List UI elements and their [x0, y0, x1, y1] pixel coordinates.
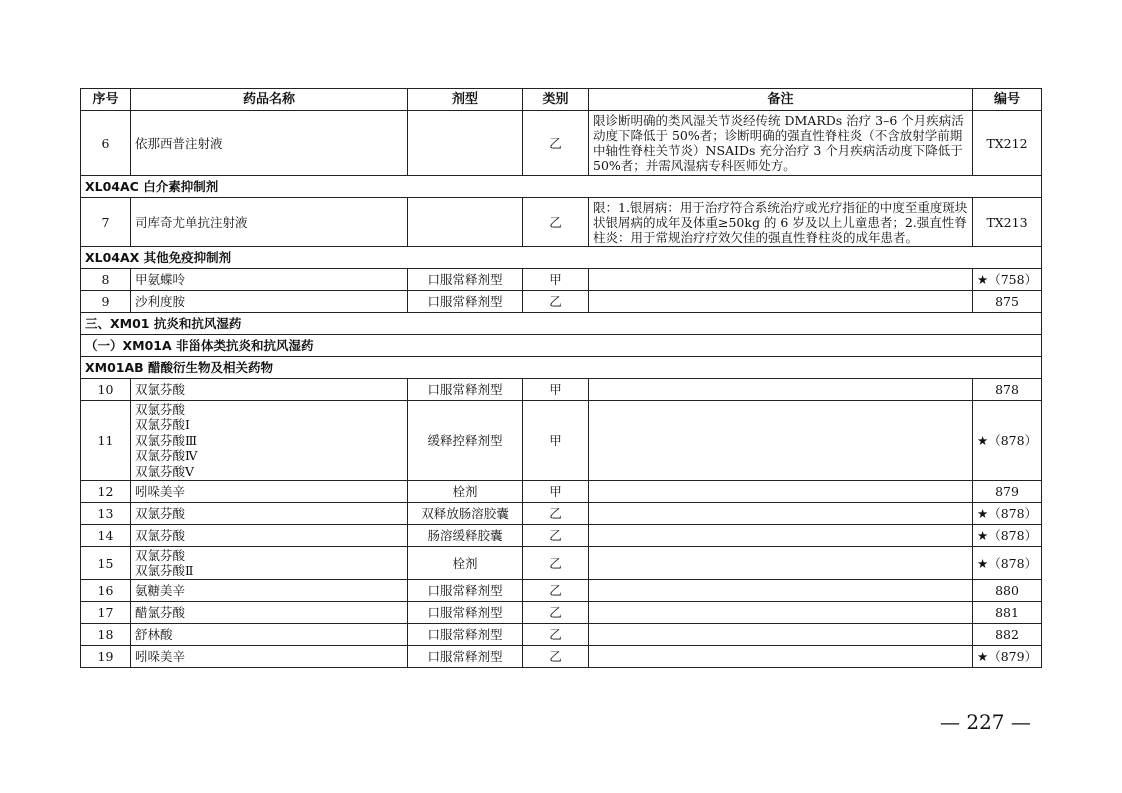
row-notes: [589, 291, 973, 313]
row-category: 乙: [523, 602, 589, 624]
header-category: 类别: [523, 89, 589, 111]
row-code: ★（758）: [973, 269, 1042, 291]
header-no: 序号: [81, 89, 131, 111]
table-row: [81, 624, 1042, 646]
row-code: TX212: [973, 111, 1042, 176]
drug-table: [80, 88, 1042, 668]
row-category: 甲: [523, 401, 589, 481]
row-no: 7: [81, 198, 131, 247]
section-row: [81, 247, 1042, 269]
row-category: 甲: [523, 379, 589, 401]
row-no: 16: [81, 580, 131, 602]
row-notes: [589, 624, 973, 646]
row-category: 乙: [523, 580, 589, 602]
row-name: 舒林酸: [131, 624, 408, 646]
row-name: 氨糖美辛: [131, 580, 408, 602]
row-notes: [589, 525, 973, 547]
row-no: 10: [81, 379, 131, 401]
table-row: [81, 111, 1042, 176]
row-code: ★（878）: [973, 525, 1042, 547]
row-form: 口服常释剂型: [408, 624, 523, 646]
header-form: 剂型: [408, 89, 523, 111]
section-title: 三、XM01 抗炎和抗风湿药: [81, 313, 1042, 335]
row-form: [408, 198, 523, 247]
row-no: 12: [81, 481, 131, 503]
row-no: 13: [81, 503, 131, 525]
table-row: [81, 525, 1042, 547]
row-form: 口服常释剂型: [408, 379, 523, 401]
row-category: 甲: [523, 269, 589, 291]
row-name: 双氯芬酸: [131, 525, 408, 547]
row-name: 双氯芬酸Ⅳ: [135, 448, 198, 464]
row-category: 乙: [523, 525, 589, 547]
row-name: 司库奇尤单抗注射液: [131, 198, 408, 247]
row-no: 14: [81, 525, 131, 547]
row-code: 880: [973, 580, 1042, 602]
section-row: [81, 357, 1042, 379]
row-name-list: [131, 401, 408, 481]
table-row: [81, 503, 1042, 525]
row-code: ★（878）: [973, 547, 1042, 580]
row-notes: [589, 401, 973, 481]
row-no: 19: [81, 646, 131, 668]
table-row: [81, 646, 1042, 668]
row-notes: [589, 269, 973, 291]
section-row: [81, 313, 1042, 335]
row-name: 依那西普注射液: [131, 111, 408, 176]
row-name: 吲哚美辛: [131, 481, 408, 503]
row-code: 882: [973, 624, 1042, 646]
section-title: XM01AB 醋酸衍生物及相关药物: [81, 357, 1042, 379]
row-name: 双氯芬酸Ⅴ: [135, 463, 195, 479]
row-no: 11: [81, 401, 131, 481]
row-category: 乙: [523, 547, 589, 580]
row-code: TX213: [973, 198, 1042, 247]
table-row: [81, 269, 1042, 291]
row-code: 879: [973, 481, 1042, 503]
table-row: [81, 547, 1042, 580]
table-header-row: [81, 89, 1042, 111]
row-form: 口服常释剂型: [408, 646, 523, 668]
header-notes: 备注: [589, 89, 973, 111]
section-row: [81, 335, 1042, 357]
row-no: 15: [81, 547, 131, 580]
row-form: 口服常释剂型: [408, 269, 523, 291]
row-name: 双氯芬酸: [131, 503, 408, 525]
row-no: 18: [81, 624, 131, 646]
table-row: [81, 379, 1042, 401]
row-category: 乙: [523, 624, 589, 646]
row-category: 乙: [523, 198, 589, 247]
row-form: [408, 111, 523, 176]
row-no: 8: [81, 269, 131, 291]
row-category: 乙: [523, 111, 589, 176]
row-form: 栓剂: [408, 547, 523, 580]
row-notes: [589, 547, 973, 580]
row-form: 口服常释剂型: [408, 602, 523, 624]
row-no: 9: [81, 291, 131, 313]
table-row: [81, 401, 1042, 481]
row-category: 甲: [523, 481, 589, 503]
table-row: [81, 580, 1042, 602]
row-name: 双氯芬酸: [135, 547, 186, 563]
row-notes: [589, 646, 973, 668]
row-category: 乙: [523, 503, 589, 525]
row-code: ★（878）: [973, 503, 1042, 525]
row-name-list: [131, 547, 408, 580]
row-notes: [589, 503, 973, 525]
row-name: 双氯芬酸Ⅱ: [135, 563, 194, 578]
row-name: 双氯芬酸: [131, 379, 408, 401]
row-notes: [589, 379, 973, 401]
row-form: 双释放肠溶胶囊: [408, 503, 523, 525]
row-form: 栓剂: [408, 481, 523, 503]
table-row: [81, 291, 1042, 313]
row-form: 口服常释剂型: [408, 580, 523, 602]
row-notes: 限诊断明确的类风湿关节炎经传统 DMARDs 治疗 3–6 个月疾病活动度下降低于 50%者；诊断明确的强直性脊柱炎（不含放射学前期中轴性脊柱关节炎）NSAIDs 充分治疗 3 个月疾病活动度下降低于 50%者；并需风湿病专科医师处方。: [589, 111, 973, 176]
row-no: 17: [81, 602, 131, 624]
page-number: — 227 —: [940, 710, 1031, 734]
row-notes: [589, 602, 973, 624]
table-row: [81, 198, 1042, 247]
row-name: 甲氨蝶呤: [131, 269, 408, 291]
row-code: 878: [973, 379, 1042, 401]
table-row: [81, 602, 1042, 624]
row-notes: 限：1.银屑病：用于治疗符合系统治疗或光疗指征的中度至重度斑块状银屑病的成年及体重≥50kg 的 6 岁及以上儿童患者；2.强直性脊柱炎：用于常规治疗疗效欠佳的强直性脊柱炎的成年患者。: [589, 198, 973, 247]
table-row: [81, 481, 1042, 503]
row-form: 肠溶缓释胶囊: [408, 525, 523, 547]
header-code: 编号: [973, 89, 1042, 111]
row-category: 乙: [523, 291, 589, 313]
row-name: 吲哚美辛: [131, 646, 408, 668]
row-name: 双氯芬酸Ⅲ: [135, 432, 198, 448]
row-code: ★（879）: [973, 646, 1042, 668]
row-name: 沙利度胺: [131, 291, 408, 313]
section-title: XL04AC 白介素抑制剂: [81, 176, 1042, 198]
row-category: 乙: [523, 646, 589, 668]
section-row: [81, 176, 1042, 198]
row-form: 缓释控释剂型: [408, 401, 523, 481]
row-notes: [589, 580, 973, 602]
row-name: 双氯芬酸: [135, 401, 186, 417]
section-title: XL04AX 其他免疫抑制剂: [81, 247, 1042, 269]
row-code: ★（878）: [973, 401, 1042, 481]
row-name: 双氯芬酸Ⅰ: [135, 417, 190, 433]
row-notes: [589, 481, 973, 503]
row-code: 881: [973, 602, 1042, 624]
row-name: 醋氯芬酸: [131, 602, 408, 624]
row-code: 875: [973, 291, 1042, 313]
section-title: （一）XM01A 非甾体类抗炎和抗风湿药: [81, 335, 1042, 357]
row-no: 6: [81, 111, 131, 176]
row-form: 口服常释剂型: [408, 291, 523, 313]
header-name: 药品名称: [131, 89, 408, 111]
